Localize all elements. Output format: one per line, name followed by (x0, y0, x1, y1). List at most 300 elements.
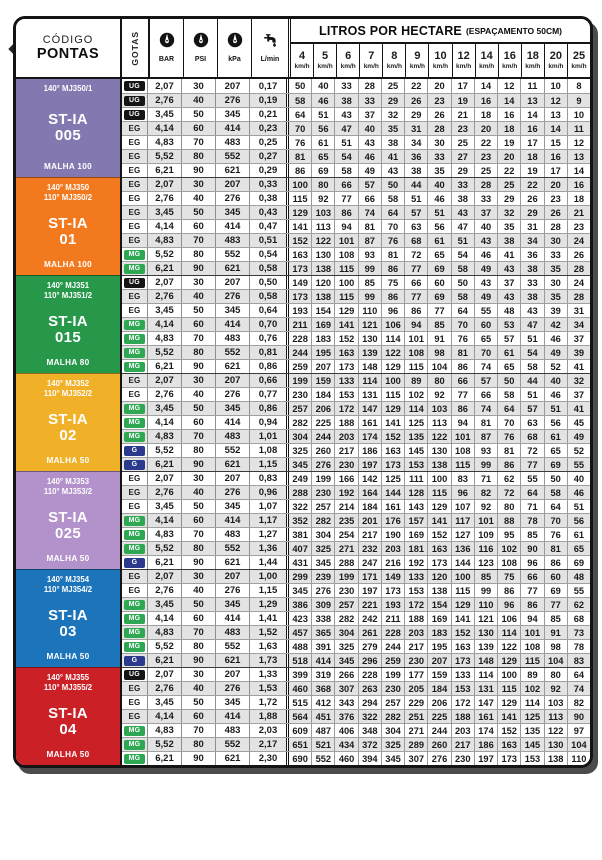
lha-cell: 103 (428, 402, 451, 415)
lha-cell: 80 (312, 178, 335, 191)
lha-cell: 29 (521, 206, 544, 219)
gota-badge: MG (124, 362, 145, 372)
bar-cell: 4,83 (148, 528, 182, 541)
lha-cell: 129 (452, 598, 475, 611)
lha-cell: 147 (359, 402, 382, 415)
bar-cell: 2,76 (148, 486, 182, 499)
kpa-cell: 483 (216, 724, 250, 737)
lha-cell: 690 (289, 752, 312, 765)
nozzle-series-label: ST-IA (48, 312, 88, 330)
lha-cell: 101 (452, 430, 475, 443)
gota-badge: EG (128, 698, 141, 707)
lha-cell: 104 (571, 739, 587, 750)
lha-cell: 129 (498, 696, 521, 709)
lha-cell: 122 (545, 724, 568, 737)
lha-cell: 163 (335, 346, 358, 359)
nozzle-code (48, 112, 88, 144)
lha-cell: 100 (428, 472, 451, 485)
lha-cell: 74 (573, 683, 585, 694)
lha-cell: 83 (452, 472, 475, 485)
data-row (122, 709, 590, 723)
nozzle-size-label: 015 (55, 328, 81, 346)
lha-cell: 115 (521, 654, 544, 667)
malha-label: MALHA 80 (46, 358, 90, 367)
nozzle-size-label: 04 (59, 720, 77, 738)
lha-cell: 58 (498, 388, 521, 401)
psi-cell: 60 (182, 220, 216, 233)
bar-cell: 6,21 (148, 654, 182, 667)
psi-cell: 50 (182, 206, 216, 219)
bar-cell: 4,14 (148, 122, 182, 135)
lha-cell: 49 (545, 346, 568, 359)
lha-cell: 76 (382, 234, 405, 247)
lha-cell: 114 (498, 626, 521, 639)
data-row (122, 737, 590, 751)
lmin-cell: 0,38 (258, 193, 278, 204)
lha-cell: 16 (545, 150, 568, 163)
lha-cell: 102 (405, 388, 428, 401)
lha-cell: 86 (289, 164, 312, 177)
gota-cell (122, 136, 148, 149)
gota-badge: MG (124, 642, 145, 652)
psi-cell: 60 (182, 612, 216, 625)
nozzle-model-lines (44, 84, 93, 94)
nozzle-model-label: 110° MJ353/2 (43, 487, 93, 497)
nozzle-model-lines (44, 477, 92, 497)
lha-cell: 109 (475, 528, 498, 541)
nozzle-panels (16, 79, 122, 765)
lmin-cell: 0,51 (258, 235, 278, 246)
lha-cell: 86 (335, 206, 358, 219)
nozzle-series-label: ST-IA (48, 508, 88, 526)
lha-cell: 41 (498, 248, 521, 261)
lha-cell: 64 (545, 500, 568, 513)
lha-cell: 217 (405, 640, 428, 653)
lha-cell: 30 (545, 276, 568, 289)
lha-cell: 193 (382, 598, 405, 611)
gota-badge: G (124, 446, 145, 456)
gota-cell (122, 500, 148, 513)
lmin-cell: 0,94 (258, 417, 278, 428)
lha-cell: 117 (452, 514, 475, 527)
data-row (122, 233, 590, 247)
data-row (122, 247, 590, 261)
lha-cell: 254 (335, 528, 358, 541)
kpa-cell: 414 (216, 220, 250, 233)
lha-cell: 66 (405, 276, 428, 289)
nozzle-series-label: ST-IA (48, 111, 88, 129)
lha-cell: 58 (452, 262, 475, 275)
nozzle-series-label: ST-IA (48, 410, 88, 428)
lha-cell: 152 (382, 430, 405, 443)
lha-cell: 114 (359, 374, 382, 387)
lha-cell: 85 (545, 612, 568, 625)
lha-cell: 651 (289, 738, 312, 751)
nozzle-model-lines (44, 575, 92, 595)
lha-cell: 32 (573, 375, 585, 386)
lha-cell: 87 (359, 234, 382, 247)
lha-cell: 10 (545, 79, 568, 93)
gota-cell (122, 570, 148, 583)
lha-cell: 86 (498, 584, 521, 597)
psi-cell: 30 (182, 79, 216, 93)
lha-cell: 58 (521, 360, 544, 373)
lha-cell: 37 (573, 333, 585, 344)
lha-cell: 76 (498, 430, 521, 443)
lha-cell: 103 (312, 206, 335, 219)
data-row (122, 653, 590, 667)
gota-cell (122, 318, 148, 331)
lha-cell: 92 (428, 388, 451, 401)
data-row (122, 93, 590, 107)
lha-cell: 115 (382, 388, 405, 401)
lha-cell: 80 (428, 374, 451, 387)
lha-cell: 114 (475, 668, 498, 681)
lha-cell: 25 (452, 136, 475, 149)
gota-badge: MG (124, 726, 145, 736)
data-row (122, 135, 590, 149)
lha-cell: 51 (521, 332, 544, 345)
bar-cell: 2,07 (148, 178, 182, 191)
lha-cell: 460 (289, 682, 312, 695)
lha-cell: 120 (428, 570, 451, 583)
kpa-cell: 552 (216, 444, 250, 457)
speed-value: 12 (457, 50, 470, 62)
gota-cell (122, 738, 148, 751)
psi-cell: 30 (182, 178, 216, 191)
lha-cell: 75 (498, 570, 521, 583)
psi-column-header (184, 19, 218, 77)
speed-unit-label: km/h (432, 63, 449, 70)
gota-cell (122, 304, 148, 317)
lha-cell: 77 (521, 458, 544, 471)
lha-cell: 93 (475, 444, 498, 457)
lha-cell: 110 (571, 753, 587, 764)
lha-cell: 64 (498, 402, 521, 415)
lha-cell: 23 (475, 150, 498, 163)
gota-cell (122, 94, 148, 107)
litros-title: LITROS POR HECTARE (319, 23, 462, 38)
lha-cell: 38 (521, 290, 544, 303)
lha-cell: 58 (289, 94, 312, 107)
lha-cell: 37 (475, 206, 498, 219)
data-row (122, 261, 590, 275)
data-row (122, 345, 590, 359)
speed-unit-label: km/h (386, 63, 402, 70)
psi-cell: 40 (182, 290, 216, 303)
lha-cell: 58 (382, 192, 405, 205)
kpa-cell: 483 (216, 626, 250, 639)
lmin-cell: 0,64 (258, 305, 278, 316)
speed-unit-label: km/h (363, 63, 379, 70)
nozzle-size-label: 025 (55, 524, 81, 542)
lha-cell: 100 (452, 570, 475, 583)
lha-cell: 40 (545, 374, 568, 387)
lha-cell: 56 (545, 416, 568, 429)
kpa-cell: 483 (216, 528, 250, 541)
lha-cell: 100 (382, 374, 405, 387)
lha-cell: 230 (312, 486, 335, 499)
gota-cell (122, 528, 148, 541)
lha-cell: 145 (521, 738, 544, 751)
psi-cell: 60 (182, 710, 216, 723)
bar-cell: 2,76 (148, 290, 182, 303)
lha-cell: 81 (359, 220, 382, 233)
lha-cell: 48 (573, 571, 585, 582)
psi-cell: 80 (182, 640, 216, 653)
lha-cell: 37 (359, 108, 382, 121)
kpa-cell: 345 (216, 206, 250, 219)
lha-cell: 43 (452, 206, 475, 219)
gota-badge: EG (128, 222, 141, 231)
gota-badge: EG (128, 586, 141, 595)
lha-cell: 9 (576, 95, 582, 106)
gota-cell (122, 724, 148, 737)
nozzle-code (48, 216, 88, 248)
lha-cell: 110 (475, 598, 498, 611)
lha-cell: 345 (312, 556, 335, 569)
lha-cell: 129 (382, 360, 405, 373)
lmin-cell: 1,01 (258, 431, 278, 442)
lha-cell: 62 (498, 472, 521, 485)
lha-cell: 64 (573, 669, 585, 680)
lha-cell: 221 (359, 598, 382, 611)
lha-cell: 51 (521, 388, 544, 401)
lha-cell: 149 (289, 276, 312, 289)
kpa-cell: 552 (216, 640, 250, 653)
lha-cell: 57 (475, 374, 498, 387)
lha-cell: 32 (382, 108, 405, 121)
speed-unit-label: km/h (294, 63, 310, 70)
lha-cell: 43 (475, 276, 498, 289)
lha-cell: 28 (573, 291, 585, 302)
lha-cell: 23 (428, 94, 451, 107)
psi-cell: 50 (182, 696, 216, 709)
lha-cell: 115 (498, 682, 521, 695)
lha-cell: 230 (289, 388, 312, 401)
bar-column-header (150, 19, 184, 77)
nozzle-group-panel (16, 177, 120, 275)
lha-cell: 35 (498, 220, 521, 233)
lha-cell: 58 (452, 290, 475, 303)
pressure-gauge-icon (159, 32, 175, 53)
lha-cell: 423 (289, 612, 312, 625)
lha-cell: 169 (312, 318, 335, 331)
lha-cell: 40 (573, 473, 585, 484)
lha-cell: 43 (498, 262, 521, 275)
gota-badge: EG (128, 138, 141, 147)
nozzle-code (48, 608, 88, 640)
bar-cell: 5,52 (148, 444, 182, 457)
bar-cell: 4,83 (148, 332, 182, 345)
lha-cell: 131 (359, 388, 382, 401)
lha-cell: 81 (475, 416, 498, 429)
lha-cell: 104 (428, 360, 451, 373)
lha-cell: 36 (521, 248, 544, 261)
bar-cell: 2,07 (148, 79, 182, 93)
lha-cell: 242 (359, 612, 382, 625)
lha-cell: 12 (545, 94, 568, 107)
lha-cell: 74 (475, 402, 498, 415)
lha-cell: 19 (452, 94, 475, 107)
lha-cell: 39 (573, 347, 585, 358)
lha-cell: 152 (428, 528, 451, 541)
gota-badge: UG (124, 81, 145, 91)
lmin-cell: 2,17 (258, 739, 278, 750)
kpa-cell: 345 (216, 598, 250, 611)
data-row (122, 583, 590, 597)
lha-cell: 138 (428, 458, 451, 471)
lha-cell: 28 (545, 220, 568, 233)
lha-cell: 52 (573, 445, 585, 456)
bar-cell: 4,14 (148, 318, 182, 331)
bar-cell: 3,45 (148, 108, 182, 121)
lha-cell: 229 (405, 696, 428, 709)
lha-cell: 58 (335, 164, 358, 177)
data-row (122, 387, 590, 401)
lha-cell: 161 (359, 416, 382, 429)
lha-cell: 69 (428, 290, 451, 303)
bar-cell: 3,45 (148, 500, 182, 513)
bar-cell: 2,76 (148, 388, 182, 401)
lha-cell: 552 (312, 752, 335, 765)
data-row (122, 611, 590, 625)
kpa-cell: 552 (216, 346, 250, 359)
lha-cell: 73 (573, 627, 585, 638)
data-row (122, 513, 590, 527)
kpa-cell: 483 (216, 430, 250, 443)
lha-cell: 307 (335, 682, 358, 695)
lha-cell: 88 (498, 514, 521, 527)
lha-cell: 70 (498, 416, 521, 429)
lha-cell: 116 (475, 542, 498, 555)
lha-cell: 86 (545, 556, 568, 569)
gota-badge: EG (128, 474, 141, 483)
kpa-cell: 552 (216, 248, 250, 261)
nozzle-model-label: 140° MJ355 (46, 673, 90, 682)
lha-cell: 148 (359, 360, 382, 373)
lha-cell: 91 (545, 626, 568, 639)
data-row (122, 163, 590, 177)
lha-cell: 235 (335, 514, 358, 527)
lha-cell: 138 (545, 752, 568, 765)
lha-cell: 70 (382, 220, 405, 233)
lha-cell: 348 (359, 724, 382, 737)
lha-cell: 25 (382, 79, 405, 93)
lha-cell: 148 (475, 654, 498, 667)
lha-cell: 33 (452, 178, 475, 191)
lha-cell: 50 (382, 178, 405, 191)
bar-cell: 6,21 (148, 556, 182, 569)
gota-badge: EG (128, 306, 141, 315)
lha-cell: 12 (573, 137, 585, 148)
lha-cell: 34 (405, 136, 428, 149)
lha-cell: 45 (573, 417, 585, 428)
speed-value: 5 (322, 50, 329, 62)
lmin-cell: 0,58 (258, 263, 278, 274)
gota-cell (122, 346, 148, 359)
data-row (122, 177, 590, 191)
nozzle-series-label: ST-IA (48, 214, 88, 232)
lmin-cell: 1,52 (258, 627, 278, 638)
lha-cell: 142 (359, 472, 382, 485)
lha-cell: 60 (475, 318, 498, 331)
lha-cell: 30 (428, 136, 451, 149)
speed-value: 6 (345, 50, 352, 62)
lha-cell: 244 (289, 346, 312, 359)
lha-cell: 49 (475, 262, 498, 275)
lha-cell: 139 (359, 346, 382, 359)
lha-cell: 173 (428, 556, 451, 569)
kpa-cell: 276 (216, 94, 250, 107)
psi-cell: 90 (182, 654, 216, 667)
lha-cell: 434 (335, 738, 358, 751)
lha-cell: 26 (521, 192, 544, 205)
gota-cell (122, 122, 148, 135)
lha-cell: 325 (335, 640, 358, 653)
speed-unit-label: km/h (409, 63, 426, 70)
lha-cell: 16 (475, 94, 498, 107)
lha-cell: 18 (498, 122, 521, 135)
lha-cell: 115 (405, 360, 428, 373)
lha-cell: 86 (382, 290, 405, 303)
lmin-cell: 0,77 (258, 389, 278, 400)
lha-cell: 325 (382, 738, 405, 751)
lha-cell: 260 (312, 444, 335, 457)
gota-badge: MG (124, 432, 145, 442)
kpa-cell: 345 (216, 696, 250, 709)
lha-cell: 18 (475, 108, 498, 121)
kpa-cell: 207 (216, 79, 250, 93)
lha-cell: 276 (428, 752, 451, 765)
gota-badge: G (124, 656, 145, 666)
kpa-cell: 483 (216, 234, 250, 247)
psi-cell: 70 (182, 626, 216, 639)
lha-cell: 99 (475, 584, 498, 597)
lha-cell: 34 (573, 319, 585, 330)
lha-cell: 381 (289, 528, 312, 541)
psi-cell: 40 (182, 94, 216, 107)
nozzle-model-label: 140° MJ354 (46, 575, 90, 584)
lha-cell: 130 (545, 738, 568, 751)
lha-cell: 257 (289, 402, 312, 415)
lha-cell: 113 (312, 220, 335, 233)
psi-cell: 80 (182, 738, 216, 751)
lha-cell: 95 (498, 528, 521, 541)
malha-label: MALHA 50 (46, 750, 90, 759)
lha-cell: 46 (428, 192, 451, 205)
lha-cell: 154 (428, 598, 451, 611)
lha-cell: 120 (312, 276, 335, 289)
lha-cell: 91 (428, 332, 451, 345)
lha-cell: 29 (498, 192, 521, 205)
gota-cell (122, 220, 148, 233)
lha-cell: 30 (545, 234, 568, 247)
lha-cell: 110 (359, 304, 382, 317)
lha-cell: 16 (573, 179, 585, 190)
lha-cell: 133 (405, 570, 428, 583)
nozzle-series-label: ST-IA (48, 704, 88, 722)
lha-cell: 14 (475, 79, 498, 93)
lha-cell: 81 (452, 346, 475, 359)
lha-cell: 13 (521, 94, 544, 107)
nozzle-code (48, 314, 88, 346)
lha-cell: 197 (475, 752, 498, 765)
lha-cell: 518 (289, 654, 312, 667)
lha-cell: 309 (312, 598, 335, 611)
lha-cell: 279 (359, 640, 382, 653)
lha-cell: 294 (359, 696, 382, 709)
